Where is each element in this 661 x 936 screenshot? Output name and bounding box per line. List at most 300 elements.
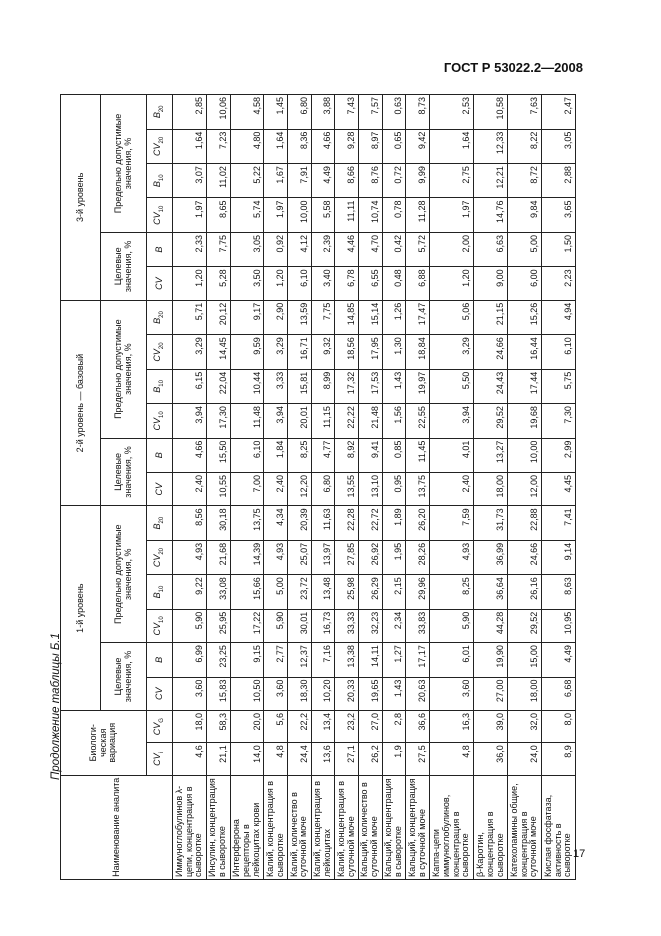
value-cell: 2,8 — [382, 710, 406, 742]
sub-header-cvg: $CV_G$ — [147, 710, 173, 742]
sub-header-cv: CV — [147, 473, 173, 506]
value-cell: 1,20 — [173, 267, 207, 300]
value-cell: 27,00 — [474, 677, 508, 710]
sub-header-b20: $B_{20}$ — [147, 95, 173, 130]
value-cell: 13,75 — [230, 506, 264, 540]
value-cell: 4,70 — [359, 232, 383, 266]
value-cell: 0,65 — [382, 129, 406, 163]
table-body — [173, 95, 576, 880]
value-cell: 15,66 — [230, 575, 264, 609]
table-row — [288, 95, 312, 880]
value-cell: 39,0 — [474, 710, 508, 742]
value-cell: 8,76 — [359, 164, 383, 198]
value-cell: 6,99 — [173, 643, 207, 677]
value-cell: 3,29 — [173, 335, 207, 369]
value-cell: 9,28 — [335, 129, 359, 163]
value-cell: 4,93 — [429, 540, 473, 574]
value-cell: 7,63 — [508, 95, 542, 130]
col-bio-header: Биологи-ческая вариация — [61, 710, 147, 775]
value-cell: 27,1 — [335, 743, 359, 775]
value-cell: 16,3 — [429, 710, 473, 742]
value-cell: 3,33 — [264, 369, 288, 403]
value-cell: 22,72 — [359, 506, 383, 540]
sub-header-cv20: $CV_{20}$ — [147, 540, 173, 574]
value-cell: 17,22 — [230, 609, 264, 642]
value-cell: 0,48 — [382, 267, 406, 300]
page-number: 17 — [573, 848, 586, 860]
table-row — [311, 95, 335, 880]
value-cell: 8,66 — [335, 164, 359, 198]
value-cell: 18,30 — [288, 677, 312, 710]
value-cell: 22,55 — [406, 404, 430, 438]
col-name-header: Наименование аналита — [61, 775, 173, 879]
value-cell: 24,43 — [474, 369, 508, 403]
value-cell: 13,97 — [311, 540, 335, 574]
value-cell: 4,66 — [311, 129, 335, 163]
value-cell: 1,67 — [264, 164, 288, 198]
value-cell: 5,58 — [311, 198, 335, 232]
value-cell: 32,0 — [508, 710, 542, 742]
analyte-name: β-Каротин, концентрация в сыворотке — [474, 775, 508, 879]
value-cell: 8,0 — [541, 710, 575, 742]
value-cell: 20,33 — [335, 677, 359, 710]
value-cell: 36,0 — [474, 743, 508, 775]
value-cell: 6,10 — [288, 267, 312, 300]
value-cell: 9,00 — [474, 267, 508, 300]
value-cell: 8,25 — [288, 438, 312, 472]
value-cell: 23,25 — [206, 643, 230, 677]
table-row — [359, 95, 383, 880]
value-cell: 36,99 — [474, 540, 508, 574]
value-cell: 10,00 — [508, 438, 542, 472]
value-cell: 1,95 — [382, 540, 406, 574]
value-cell: 8,73 — [406, 95, 430, 130]
value-cell: 12,20 — [288, 473, 312, 506]
value-cell: 1,64 — [264, 129, 288, 163]
value-cell: 27,0 — [359, 710, 383, 742]
value-cell: 18,56 — [335, 335, 359, 369]
value-cell: 29,52 — [474, 404, 508, 438]
value-cell: 3,05 — [541, 129, 575, 163]
table-row — [206, 95, 230, 880]
value-cell: 18,00 — [508, 677, 542, 710]
value-cell: 5,50 — [429, 369, 473, 403]
value-cell: 22,22 — [335, 404, 359, 438]
value-cell: 10,55 — [206, 473, 230, 506]
value-cell: 10,50 — [230, 677, 264, 710]
value-cell: 12,37 — [288, 643, 312, 677]
value-cell: 15,50 — [206, 438, 230, 472]
value-cell: 14,45 — [206, 335, 230, 369]
table-row — [406, 95, 430, 880]
value-cell: 8,56 — [173, 506, 207, 540]
sub-header-cvi: $CV_i$ — [147, 743, 173, 775]
value-cell: 1,64 — [429, 129, 473, 163]
value-cell: 26,92 — [359, 540, 383, 574]
analyte-name: Калий, количество в суточной моче — [288, 775, 312, 879]
sub-header-cv: CV — [147, 677, 173, 710]
value-cell: 0,63 — [382, 95, 406, 130]
value-cell: 2,23 — [541, 267, 575, 300]
value-cell: 2,39 — [311, 232, 335, 266]
value-cell: 2,47 — [541, 95, 575, 130]
analyte-name: Инсулин, концентрация в сыворотке — [206, 775, 230, 879]
value-cell: 3,29 — [264, 335, 288, 369]
value-cell: 27,85 — [335, 540, 359, 574]
value-cell: 2,40 — [173, 473, 207, 506]
value-cell: 5,71 — [173, 300, 207, 334]
value-cell: 3,88 — [311, 95, 335, 130]
value-cell: 9,14 — [541, 540, 575, 574]
value-cell: 30,01 — [288, 609, 312, 642]
value-cell: 8,9 — [541, 743, 575, 775]
value-cell: 2,88 — [541, 164, 575, 198]
value-cell: 18,0 — [173, 710, 207, 742]
value-cell: 5,74 — [230, 198, 264, 232]
value-cell: 1,56 — [382, 404, 406, 438]
value-cell: 13,48 — [311, 575, 335, 609]
value-cell: 22,04 — [206, 369, 230, 403]
value-cell: 4,45 — [541, 473, 575, 506]
value-cell: 5,22 — [230, 164, 264, 198]
value-cell: 33,83 — [406, 609, 430, 642]
value-cell: 10,58 — [474, 95, 508, 130]
value-cell: 4,93 — [264, 540, 288, 574]
value-cell: 2,34 — [382, 609, 406, 642]
value-cell: 23,72 — [288, 575, 312, 609]
table-row — [335, 95, 359, 880]
value-cell: 6,68 — [541, 677, 575, 710]
analyte-name: Каппа-цепи иммуноглобулинов, концентрация в сыворотке — [429, 775, 473, 879]
sub-header-b: B — [147, 232, 173, 266]
value-cell: 10,95 — [541, 609, 575, 642]
value-cell: 7,75 — [311, 300, 335, 334]
value-cell: 23,2 — [335, 710, 359, 742]
value-cell: 14,0 — [230, 743, 264, 775]
value-cell: 7,75 — [206, 232, 230, 266]
value-cell: 8,65 — [206, 198, 230, 232]
sub-header-b10: $B_{10}$ — [147, 369, 173, 403]
value-cell: 9,17 — [230, 300, 264, 334]
sub-header-cv10: $CV_{10}$ — [147, 198, 173, 232]
value-cell: 10,44 — [230, 369, 264, 403]
value-cell: 4,34 — [264, 506, 288, 540]
value-cell: 15,81 — [288, 369, 312, 403]
data-table — [60, 94, 576, 880]
value-cell: 15,00 — [508, 643, 542, 677]
value-cell: 3,65 — [541, 198, 575, 232]
value-cell: 22,28 — [335, 506, 359, 540]
value-cell: 26,20 — [406, 506, 430, 540]
value-cell: 1,97 — [173, 198, 207, 232]
value-cell: 8,97 — [359, 129, 383, 163]
value-cell: 20,0 — [230, 710, 264, 742]
analyte-name: Катехоламины общие, концентрация в суточной моче — [508, 775, 542, 879]
value-cell: 11,02 — [206, 164, 230, 198]
value-cell: 9,42 — [406, 129, 430, 163]
value-cell: 13,6 — [311, 743, 335, 775]
value-cell: 7,00 — [230, 473, 264, 506]
value-cell: 1,26 — [382, 300, 406, 334]
value-cell: 2,15 — [382, 575, 406, 609]
value-cell: 2,77 — [264, 643, 288, 677]
level3-limit-header: Предельно допустимые значения, % — [101, 95, 147, 233]
value-cell: 3,50 — [230, 267, 264, 300]
rotated-table-wrapper — [60, 94, 576, 880]
value-cell: 10,74 — [359, 198, 383, 232]
sub-header-b: B — [147, 438, 173, 472]
value-cell: 13,4 — [311, 710, 335, 742]
value-cell: 25,95 — [206, 609, 230, 642]
sub-header-b20: $B_{20}$ — [147, 300, 173, 334]
value-cell: 18,84 — [406, 335, 430, 369]
value-cell: 14,76 — [474, 198, 508, 232]
analyte-name: Кальций, количество в суточной моче — [359, 775, 383, 879]
value-cell: 5,72 — [406, 232, 430, 266]
value-cell: 25,07 — [288, 540, 312, 574]
value-cell: 20,39 — [288, 506, 312, 540]
value-cell: 11,63 — [311, 506, 335, 540]
value-cell: 3,29 — [429, 335, 473, 369]
value-cell: 4,58 — [230, 95, 264, 130]
value-cell: 8,36 — [288, 129, 312, 163]
value-cell: 0,92 — [264, 232, 288, 266]
value-cell: 36,64 — [474, 575, 508, 609]
value-cell: 2,53 — [429, 95, 473, 130]
value-cell: 7,16 — [311, 643, 335, 677]
value-cell: 1,9 — [382, 743, 406, 775]
value-cell: 2,90 — [264, 300, 288, 334]
value-cell: 7,57 — [359, 95, 383, 130]
value-cell: 19,97 — [406, 369, 430, 403]
value-cell: 9,41 — [359, 438, 383, 472]
value-cell: 11,15 — [311, 404, 335, 438]
value-cell: 0,85 — [382, 438, 406, 472]
value-cell: 1,45 — [264, 95, 288, 130]
level1-target-header: Целевые значения, % — [101, 643, 147, 711]
value-cell: 2,33 — [173, 232, 207, 266]
value-cell: 19,68 — [508, 404, 542, 438]
value-cell: 1,20 — [264, 267, 288, 300]
table-row — [508, 95, 542, 880]
sub-header-cv20: $CV_{20}$ — [147, 129, 173, 163]
value-cell: 6,10 — [541, 335, 575, 369]
sub-header-cv10: $CV_{10}$ — [147, 609, 173, 642]
value-cell: 3,60 — [264, 677, 288, 710]
value-cell: 4,94 — [541, 300, 575, 334]
value-cell: 29,96 — [406, 575, 430, 609]
value-cell: 10,00 — [288, 198, 312, 232]
value-cell: 11,45 — [406, 438, 430, 472]
value-cell: 6,78 — [335, 267, 359, 300]
value-cell: 20,12 — [206, 300, 230, 334]
value-cell: 5,00 — [264, 575, 288, 609]
analyte-name: Иммуноглобулинов λ-цепи, концентрация в сыворотке — [173, 775, 207, 879]
value-cell: 44,28 — [474, 609, 508, 642]
value-cell: 2,75 — [429, 164, 473, 198]
value-cell: 7,23 — [206, 129, 230, 163]
value-cell: 26,2 — [359, 743, 383, 775]
value-cell: 17,95 — [359, 335, 383, 369]
value-cell: 19,90 — [474, 643, 508, 677]
analyte-name: Калий, концентрация в лейкоцитах — [311, 775, 335, 879]
value-cell: 24,66 — [474, 335, 508, 369]
value-cell: 1,43 — [382, 369, 406, 403]
value-cell: 18,00 — [474, 473, 508, 506]
value-cell: 24,4 — [288, 743, 312, 775]
col-level1-header: 1-й уровень — [61, 506, 101, 711]
value-cell: 5,90 — [429, 609, 473, 642]
value-cell: 9,84 — [508, 198, 542, 232]
analyte-name: Калий, концентрация в суточной моче — [335, 775, 359, 879]
value-cell: 17,30 — [206, 404, 230, 438]
level2-target-header: Целевые значения, % — [101, 438, 147, 506]
value-cell: 58,3 — [206, 710, 230, 742]
sub-header-b10: $B_{10}$ — [147, 164, 173, 198]
table-row — [173, 95, 207, 880]
value-cell: 14,11 — [359, 643, 383, 677]
value-cell: 7,91 — [288, 164, 312, 198]
value-cell: 1,43 — [382, 677, 406, 710]
value-cell: 26,29 — [359, 575, 383, 609]
value-cell: 6,55 — [359, 267, 383, 300]
value-cell: 3,60 — [429, 677, 473, 710]
value-cell: 1,64 — [173, 129, 207, 163]
value-cell: 11,48 — [230, 404, 264, 438]
value-cell: 2,00 — [429, 232, 473, 266]
value-cell: 36,6 — [406, 710, 430, 742]
value-cell: 6,01 — [429, 643, 473, 677]
value-cell: 4,93 — [173, 540, 207, 574]
value-cell: 6,10 — [230, 438, 264, 472]
table-row — [429, 95, 473, 880]
value-cell: 3,05 — [230, 232, 264, 266]
value-cell: 6,80 — [311, 473, 335, 506]
value-cell: 4,77 — [311, 438, 335, 472]
value-cell: 0,78 — [382, 198, 406, 232]
value-cell: 30,18 — [206, 506, 230, 540]
value-cell: 3,94 — [264, 404, 288, 438]
value-cell: 3,40 — [311, 267, 335, 300]
value-cell: 17,17 — [406, 643, 430, 677]
level3-target-header: Целевые значения, % — [101, 232, 147, 300]
value-cell: 9,15 — [230, 643, 264, 677]
table-row — [382, 95, 406, 880]
value-cell: 8,25 — [429, 575, 473, 609]
table-row — [230, 95, 264, 880]
value-cell: 2,40 — [429, 473, 473, 506]
value-cell: 5,6 — [264, 710, 288, 742]
col-level3-header: 3-й уровень — [61, 95, 101, 301]
value-cell: 4,8 — [429, 743, 473, 775]
value-cell: 33,08 — [206, 575, 230, 609]
value-cell: 15,83 — [206, 677, 230, 710]
sub-header-cv20: $CV_{20}$ — [147, 335, 173, 369]
value-cell: 12,00 — [508, 473, 542, 506]
value-cell: 5,90 — [173, 609, 207, 642]
table-row — [264, 95, 288, 880]
value-cell: 0,72 — [382, 164, 406, 198]
value-cell: 4,12 — [288, 232, 312, 266]
value-cell: 10,20 — [311, 677, 335, 710]
value-cell: 27,5 — [406, 743, 430, 775]
value-cell: 5,00 — [508, 232, 542, 266]
value-cell: 8,92 — [335, 438, 359, 472]
value-cell: 1,27 — [382, 643, 406, 677]
value-cell: 21,15 — [474, 300, 508, 334]
value-cell: 22,88 — [508, 506, 542, 540]
value-cell: 12,21 — [474, 164, 508, 198]
value-cell: 5,75 — [541, 369, 575, 403]
value-cell: 24,0 — [508, 743, 542, 775]
value-cell: 2,85 — [173, 95, 207, 130]
value-cell: 15,26 — [508, 300, 542, 334]
value-cell: 13,38 — [335, 643, 359, 677]
value-cell: 13,55 — [335, 473, 359, 506]
value-cell: 8,22 — [508, 129, 542, 163]
table-row — [474, 95, 508, 880]
document-header: ГОСТ Р 53022.2—2008 — [443, 60, 583, 75]
value-cell: 7,59 — [429, 506, 473, 540]
value-cell: 4,80 — [230, 129, 264, 163]
value-cell: 3,07 — [173, 164, 207, 198]
table-caption: Продолжение таблицы Б.1 — [50, 633, 62, 780]
value-cell: 7,30 — [541, 404, 575, 438]
level2-limit-header: Предельно допустимые значения, % — [101, 300, 147, 438]
value-cell: 21,68 — [206, 540, 230, 574]
value-cell: 20,01 — [288, 404, 312, 438]
value-cell: 1,30 — [382, 335, 406, 369]
value-cell: 3,94 — [429, 404, 473, 438]
value-cell: 26,16 — [508, 575, 542, 609]
value-cell: 8,72 — [508, 164, 542, 198]
value-cell: 4,01 — [429, 438, 473, 472]
value-cell: 13,75 — [406, 473, 430, 506]
value-cell: 2,99 — [541, 438, 575, 472]
value-cell: 16,44 — [508, 335, 542, 369]
value-cell: 12,33 — [474, 129, 508, 163]
value-cell: 9,59 — [230, 335, 264, 369]
value-cell: 17,32 — [335, 369, 359, 403]
analyte-name: Кислая фосфатаза, активность в сыворотке — [541, 775, 575, 879]
value-cell: 4,66 — [173, 438, 207, 472]
value-cell: 20,63 — [406, 677, 430, 710]
value-cell: 19,65 — [359, 677, 383, 710]
value-cell: 14,39 — [230, 540, 264, 574]
value-cell: 6,15 — [173, 369, 207, 403]
value-cell: 4,6 — [173, 743, 207, 775]
value-cell: 1,97 — [429, 198, 473, 232]
sub-header-cv: CV — [147, 267, 173, 300]
value-cell: 13,27 — [474, 438, 508, 472]
value-cell: 21,1 — [206, 743, 230, 775]
value-cell: 7,43 — [335, 95, 359, 130]
value-cell: 6,63 — [474, 232, 508, 266]
value-cell: 2,40 — [264, 473, 288, 506]
value-cell: 1,20 — [429, 267, 473, 300]
value-cell: 16,71 — [288, 335, 312, 369]
value-cell: 1,97 — [264, 198, 288, 232]
value-cell: 21,48 — [359, 404, 383, 438]
value-cell: 4,49 — [311, 164, 335, 198]
value-cell: 17,47 — [406, 300, 430, 334]
table-row — [541, 95, 575, 880]
value-cell: 31,73 — [474, 506, 508, 540]
value-cell: 33,33 — [335, 609, 359, 642]
value-cell: 7,41 — [541, 506, 575, 540]
value-cell: 14,85 — [335, 300, 359, 334]
sub-header-b10: $B_{10}$ — [147, 575, 173, 609]
